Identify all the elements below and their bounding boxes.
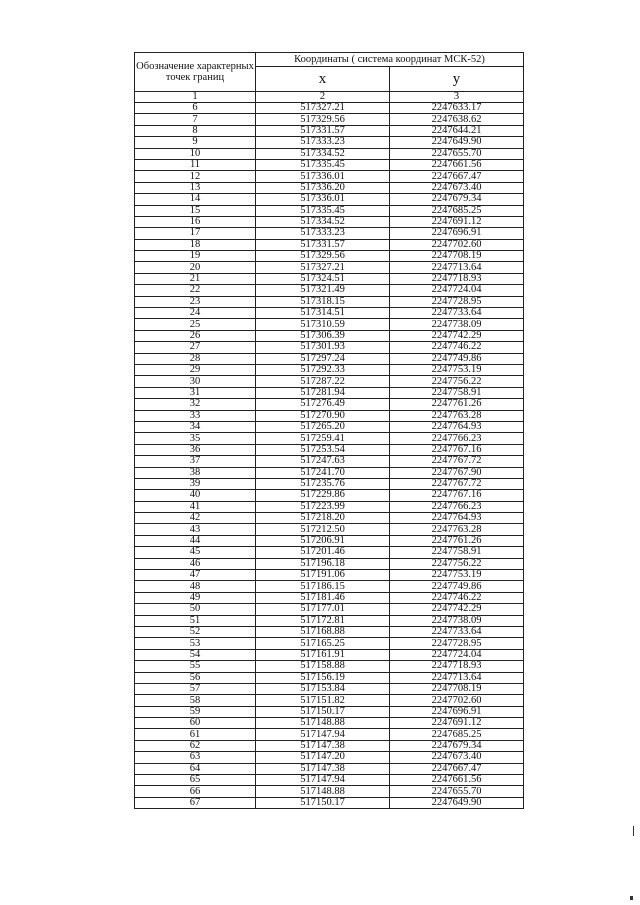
x-coordinate: 517314.51 <box>256 308 390 319</box>
x-coordinate: 517206.91 <box>256 535 390 546</box>
x-coordinate: 517321.49 <box>256 285 390 296</box>
table-row <box>135 421 524 432</box>
y-coordinate: 2247718.93 <box>390 661 524 672</box>
point-number: 35 <box>135 433 256 444</box>
x-coordinate: 517223.99 <box>256 501 390 512</box>
y-coordinate: 2247691.12 <box>390 718 524 729</box>
x-coordinate: 517301.93 <box>256 342 390 353</box>
y-coordinate: 2247749.86 <box>390 581 524 592</box>
x-coordinate: 517276.49 <box>256 399 390 410</box>
point-number: 6 <box>135 103 256 114</box>
table-row <box>135 456 524 467</box>
table-row <box>135 251 524 262</box>
y-coordinate: 2247655.70 <box>390 786 524 797</box>
x-coordinate: 517172.81 <box>256 615 390 626</box>
y-coordinate: 2247679.34 <box>390 194 524 205</box>
point-number: 44 <box>135 535 256 546</box>
table-row <box>135 661 524 672</box>
x-coordinate: 517310.59 <box>256 319 390 330</box>
table-row <box>135 672 524 683</box>
y-coordinate: 2247756.22 <box>390 558 524 569</box>
table-row <box>135 615 524 626</box>
y-coordinate: 2247713.64 <box>390 262 524 273</box>
table-row <box>135 695 524 706</box>
x-coordinate: 517334.52 <box>256 148 390 159</box>
point-number: 52 <box>135 626 256 637</box>
table-row <box>135 433 524 444</box>
point-number: 22 <box>135 285 256 296</box>
point-number: 36 <box>135 444 256 455</box>
table-row <box>135 718 524 729</box>
table-row <box>135 683 524 694</box>
point-number: 8 <box>135 125 256 136</box>
y-coordinate: 2247767.16 <box>390 490 524 501</box>
y-coordinate: 2247667.47 <box>390 763 524 774</box>
x-coordinate: 517287.22 <box>256 376 390 387</box>
table-row <box>135 148 524 159</box>
x-coordinate: 517324.51 <box>256 273 390 284</box>
y-coordinate: 2247767.72 <box>390 478 524 489</box>
y-coordinate: 2247633.17 <box>390 103 524 114</box>
y-coordinate: 2247696.91 <box>390 706 524 717</box>
x-coordinate: 517253.54 <box>256 444 390 455</box>
x-coordinate: 517333.23 <box>256 137 390 148</box>
y-coordinate: 2247746.22 <box>390 592 524 603</box>
point-number: 23 <box>135 296 256 307</box>
point-number: 41 <box>135 501 256 512</box>
table-body <box>135 103 524 809</box>
point-number: 11 <box>135 159 256 170</box>
y-coordinate: 2247661.56 <box>390 159 524 170</box>
y-coordinate: 2247733.64 <box>390 626 524 637</box>
table-row <box>135 319 524 330</box>
y-coordinate: 2247753.19 <box>390 364 524 375</box>
x-coordinate: 517270.90 <box>256 410 390 421</box>
y-coordinate: 2247649.90 <box>390 137 524 148</box>
y-coordinate: 2247661.56 <box>390 775 524 786</box>
point-number: 62 <box>135 740 256 751</box>
point-number: 55 <box>135 661 256 672</box>
table-row <box>135 729 524 740</box>
point-number: 7 <box>135 114 256 125</box>
y-coordinate: 2247742.29 <box>390 604 524 615</box>
y-coordinate: 2247763.28 <box>390 524 524 535</box>
x-coordinate: 517218.20 <box>256 513 390 524</box>
x-coordinate: 517297.24 <box>256 353 390 364</box>
point-number: 32 <box>135 399 256 410</box>
y-coordinate: 2247728.95 <box>390 296 524 307</box>
y-coordinate: 2247673.40 <box>390 752 524 763</box>
x-coordinate: 517148.88 <box>256 786 390 797</box>
table-row <box>135 786 524 797</box>
x-coordinate: 517247.63 <box>256 456 390 467</box>
point-number: 49 <box>135 592 256 603</box>
y-coordinate: 2247702.60 <box>390 239 524 250</box>
table-row <box>135 513 524 524</box>
point-number: 20 <box>135 262 256 273</box>
x-coordinate: 517186.15 <box>256 581 390 592</box>
table-row <box>135 330 524 341</box>
column-number-3: 3 <box>390 92 524 103</box>
table-row <box>135 387 524 398</box>
table-row <box>135 763 524 774</box>
x-coordinate: 517327.21 <box>256 103 390 114</box>
coordinates-header: Координаты ( система координат МСК-52) <box>256 53 524 67</box>
x-coordinate: 517336.01 <box>256 171 390 182</box>
point-number: 10 <box>135 148 256 159</box>
point-number: 16 <box>135 216 256 227</box>
y-coordinate: 2247713.64 <box>390 672 524 683</box>
x-coordinate: 517281.94 <box>256 387 390 398</box>
y-coordinate: 2247753.19 <box>390 570 524 581</box>
x-coordinate: 517147.38 <box>256 740 390 751</box>
table-row <box>135 228 524 239</box>
y-coordinate: 2247756.22 <box>390 376 524 387</box>
point-number: 43 <box>135 524 256 535</box>
point-number: 33 <box>135 410 256 421</box>
table-row <box>135 137 524 148</box>
table-row <box>135 592 524 603</box>
x-coordinate: 517336.20 <box>256 182 390 193</box>
point-number: 27 <box>135 342 256 353</box>
x-coordinate: 517201.46 <box>256 547 390 558</box>
y-coordinate: 2247758.91 <box>390 387 524 398</box>
x-coordinate: 517259.41 <box>256 433 390 444</box>
x-coordinate: 517329.56 <box>256 114 390 125</box>
point-number: 67 <box>135 797 256 808</box>
table-row <box>135 490 524 501</box>
point-number: 14 <box>135 194 256 205</box>
table-row <box>135 547 524 558</box>
table-row <box>135 752 524 763</box>
y-coordinate: 2247738.09 <box>390 615 524 626</box>
y-coordinate: 2247644.21 <box>390 125 524 136</box>
column-number-1: 1 <box>135 92 256 103</box>
point-number: 29 <box>135 364 256 375</box>
table-row <box>135 649 524 660</box>
table-row <box>135 535 524 546</box>
y-coordinate: 2247728.95 <box>390 638 524 649</box>
y-coordinate: 2247763.28 <box>390 410 524 421</box>
x-coordinate: 517331.57 <box>256 125 390 136</box>
table-row <box>135 296 524 307</box>
table-row <box>135 478 524 489</box>
y-coordinate: 2247766.23 <box>390 433 524 444</box>
x-coordinate: 517265.20 <box>256 421 390 432</box>
x-coordinate: 517292.33 <box>256 364 390 375</box>
point-number: 19 <box>135 251 256 262</box>
table-row <box>135 353 524 364</box>
x-coordinate: 517334.52 <box>256 216 390 227</box>
x-coordinate: 517191.06 <box>256 570 390 581</box>
y-coordinate: 2247673.40 <box>390 182 524 193</box>
table-row <box>135 205 524 216</box>
table-row <box>135 570 524 581</box>
x-coordinate: 517177.01 <box>256 604 390 615</box>
x-coordinate: 517333.23 <box>256 228 390 239</box>
y-coordinate: 2247738.09 <box>390 319 524 330</box>
table-row <box>135 775 524 786</box>
point-number: 51 <box>135 615 256 626</box>
point-number: 58 <box>135 695 256 706</box>
y-coordinate: 2247749.86 <box>390 353 524 364</box>
y-coordinate: 2247761.26 <box>390 535 524 546</box>
margin-mark <box>633 826 634 836</box>
point-number: 39 <box>135 478 256 489</box>
point-number: 64 <box>135 763 256 774</box>
x-coordinate: 517306.39 <box>256 330 390 341</box>
y-coordinate: 2247724.04 <box>390 649 524 660</box>
point-number: 25 <box>135 319 256 330</box>
point-number: 15 <box>135 205 256 216</box>
corner-dot <box>630 896 633 900</box>
x-coordinate: 517168.88 <box>256 626 390 637</box>
point-number: 28 <box>135 353 256 364</box>
x-coordinate: 517151.82 <box>256 695 390 706</box>
x-coordinate: 517327.21 <box>256 262 390 273</box>
x-coordinate: 517150.17 <box>256 797 390 808</box>
point-number: 47 <box>135 570 256 581</box>
y-coordinate: 2247708.19 <box>390 251 524 262</box>
point-number: 60 <box>135 718 256 729</box>
y-coordinate: 2247685.25 <box>390 205 524 216</box>
point-number: 48 <box>135 581 256 592</box>
x-coordinate: 517156.19 <box>256 672 390 683</box>
y-coordinate: 2247746.22 <box>390 342 524 353</box>
table-row <box>135 604 524 615</box>
point-number: 37 <box>135 456 256 467</box>
point-number: 34 <box>135 421 256 432</box>
point-number: 65 <box>135 775 256 786</box>
table-row <box>135 103 524 114</box>
y-coordinate: 2247767.16 <box>390 444 524 455</box>
x-coordinate: 517147.38 <box>256 763 390 774</box>
x-coordinate: 517235.76 <box>256 478 390 489</box>
x-coordinate: 517212.50 <box>256 524 390 535</box>
table-row <box>135 558 524 569</box>
y-coordinate: 2247685.25 <box>390 729 524 740</box>
point-number: 59 <box>135 706 256 717</box>
x-coordinate: 517335.45 <box>256 205 390 216</box>
table-row <box>135 114 524 125</box>
x-coordinate: 517229.86 <box>256 490 390 501</box>
table-row <box>135 182 524 193</box>
table-row <box>135 399 524 410</box>
x-coordinate: 517335.45 <box>256 159 390 170</box>
y-coordinate: 2247742.29 <box>390 330 524 341</box>
point-number: 66 <box>135 786 256 797</box>
point-number: 56 <box>135 672 256 683</box>
point-number: 26 <box>135 330 256 341</box>
y-axis-header: y <box>390 67 524 92</box>
table-row <box>135 308 524 319</box>
table-row <box>135 467 524 478</box>
designation-header: Обозначение характерных точек границ <box>135 53 256 92</box>
x-coordinate: 517181.46 <box>256 592 390 603</box>
point-number: 42 <box>135 513 256 524</box>
table-row <box>135 581 524 592</box>
x-coordinate: 517150.17 <box>256 706 390 717</box>
table-row <box>135 342 524 353</box>
x-coordinate: 517331.57 <box>256 239 390 250</box>
point-number: 13 <box>135 182 256 193</box>
table-row <box>135 364 524 375</box>
table-row <box>135 626 524 637</box>
point-number: 57 <box>135 683 256 694</box>
y-coordinate: 2247724.04 <box>390 285 524 296</box>
x-coordinate: 517329.56 <box>256 251 390 262</box>
y-coordinate: 2247767.72 <box>390 456 524 467</box>
point-number: 24 <box>135 308 256 319</box>
x-coordinate: 517318.15 <box>256 296 390 307</box>
x-coordinate: 517196.18 <box>256 558 390 569</box>
point-number: 45 <box>135 547 256 558</box>
y-coordinate: 2247708.19 <box>390 683 524 694</box>
x-coordinate: 517148.88 <box>256 718 390 729</box>
x-coordinate: 517165.25 <box>256 638 390 649</box>
y-coordinate: 2247764.93 <box>390 421 524 432</box>
table-row <box>135 125 524 136</box>
x-coordinate: 517336.01 <box>256 194 390 205</box>
table-row <box>135 740 524 751</box>
point-number: 61 <box>135 729 256 740</box>
point-number: 18 <box>135 239 256 250</box>
table-row <box>135 638 524 649</box>
y-coordinate: 2247758.91 <box>390 547 524 558</box>
y-coordinate: 2247679.34 <box>390 740 524 751</box>
table-row <box>135 376 524 387</box>
y-coordinate: 2247638.62 <box>390 114 524 125</box>
table-row <box>135 706 524 717</box>
y-coordinate: 2247667.47 <box>390 171 524 182</box>
table-row <box>135 444 524 455</box>
x-coordinate: 517153.84 <box>256 683 390 694</box>
x-coordinate: 517147.94 <box>256 775 390 786</box>
table-row <box>135 524 524 535</box>
table-row <box>135 273 524 284</box>
y-coordinate: 2247767.90 <box>390 467 524 478</box>
table-row <box>135 239 524 250</box>
y-coordinate: 2247718.93 <box>390 273 524 284</box>
table-row <box>135 285 524 296</box>
point-number: 63 <box>135 752 256 763</box>
point-number: 38 <box>135 467 256 478</box>
y-coordinate: 2247649.90 <box>390 797 524 808</box>
point-number: 54 <box>135 649 256 660</box>
x-coordinate: 517147.20 <box>256 752 390 763</box>
table-row <box>135 262 524 273</box>
point-number: 31 <box>135 387 256 398</box>
table-row <box>135 216 524 227</box>
table-row <box>135 194 524 205</box>
y-coordinate: 2247655.70 <box>390 148 524 159</box>
point-number: 40 <box>135 490 256 501</box>
table-row <box>135 171 524 182</box>
table-row <box>135 410 524 421</box>
x-coordinate: 517158.88 <box>256 661 390 672</box>
y-coordinate: 2247764.93 <box>390 513 524 524</box>
y-coordinate: 2247761.26 <box>390 399 524 410</box>
point-number: 30 <box>135 376 256 387</box>
point-number: 9 <box>135 137 256 148</box>
table-row <box>135 501 524 512</box>
column-number-2: 2 <box>256 92 390 103</box>
table-row <box>135 159 524 170</box>
y-coordinate: 2247702.60 <box>390 695 524 706</box>
x-axis-header: x <box>256 67 390 92</box>
y-coordinate: 2247691.12 <box>390 216 524 227</box>
point-number: 21 <box>135 273 256 284</box>
coordinates-table <box>134 52 524 809</box>
table-row <box>135 797 524 808</box>
y-coordinate: 2247766.23 <box>390 501 524 512</box>
point-number: 46 <box>135 558 256 569</box>
y-coordinate: 2247733.64 <box>390 308 524 319</box>
x-coordinate: 517147.94 <box>256 729 390 740</box>
x-coordinate: 517241.70 <box>256 467 390 478</box>
point-number: 53 <box>135 638 256 649</box>
y-coordinate: 2247696.91 <box>390 228 524 239</box>
point-number: 17 <box>135 228 256 239</box>
point-number: 12 <box>135 171 256 182</box>
point-number: 50 <box>135 604 256 615</box>
x-coordinate: 517161.91 <box>256 649 390 660</box>
